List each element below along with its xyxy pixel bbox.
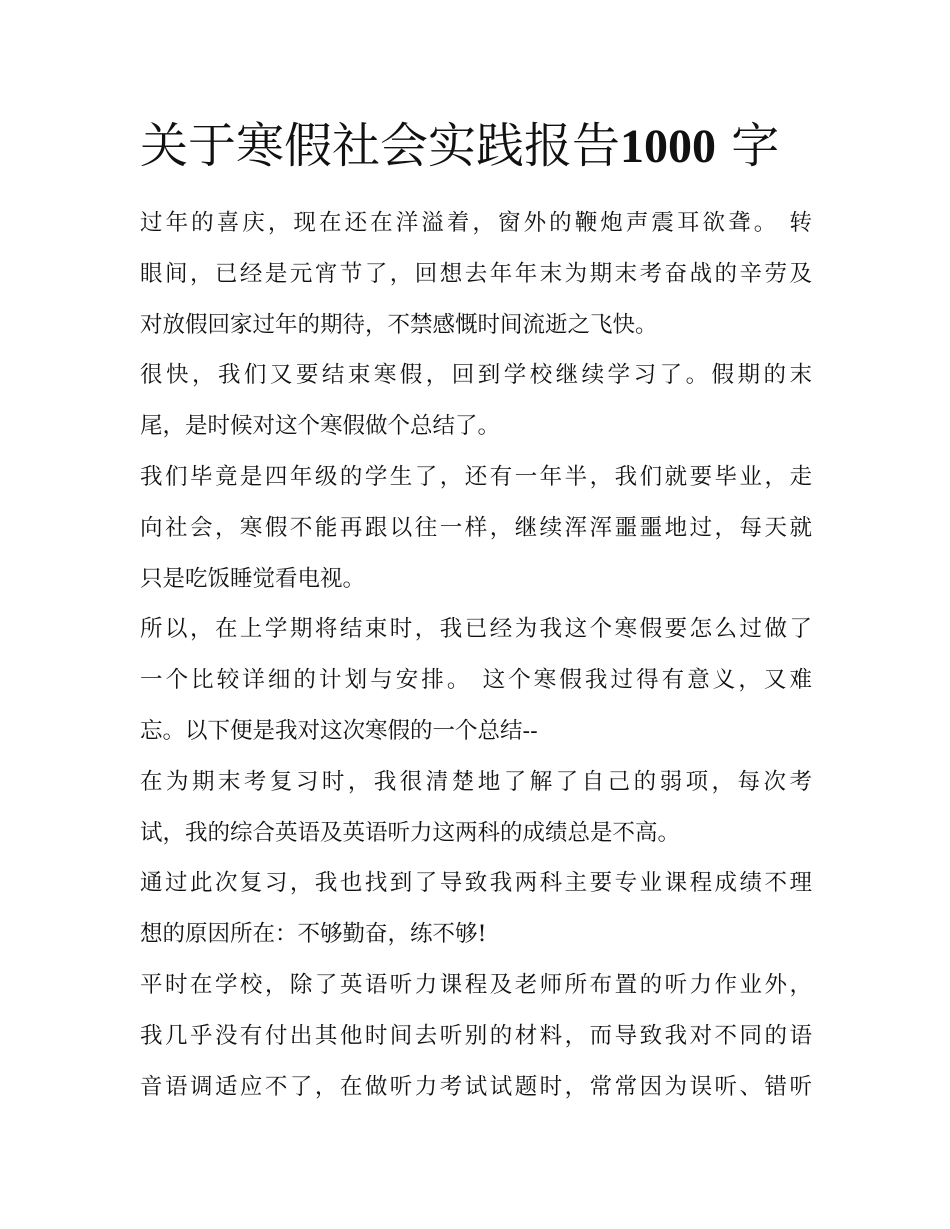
text-line-9: 所以，在上学期将结束时，我已经为我这个寒假要怎么过做了 <box>140 616 812 643</box>
text-line-12: 在为期末考复习时，我很清楚地了解了自己的弱项，每次考 <box>140 768 812 795</box>
text-line-3: 对放假回家过年的期待，不禁感慨时间流逝之飞快。 <box>140 311 658 338</box>
text-line-16: 平时在学校，除了英语听力课程及老师所布置的听力作业外， <box>140 971 812 998</box>
text-line-13: 试，我的综合英语及英语听力这两科的成绩总是不高。 <box>140 819 681 846</box>
text-line-11: 忘。以下便是我对这次寒假的一个总结-- <box>140 717 538 744</box>
text-line-14: 通过此次复习，我也找到了导致我两科主要专业课程成绩不理 <box>140 870 812 897</box>
text-line-1: 过年的喜庆，现在还在洋溢着，窗外的鞭炮声震耳欲聋。 转 <box>140 210 812 236</box>
page-title <box>140 110 820 183</box>
document-body <box>140 198 812 1112</box>
text-line-18: 音语调适应不了，在做听力考试试题时，常常因为误听、错听 <box>140 1073 812 1100</box>
text-line-5: 尾，是时候对这个寒假做个总结了。 <box>140 413 501 440</box>
text-line-4: 很快，我们又要结束寒假，回到学校继续学习了。假期的末 <box>140 362 812 389</box>
title-main: 关于寒假社会实践报告 <box>140 118 621 174</box>
text-line-2: 眼间，已经是元宵节了，回想去年年末为期末考奋战的辛劳及 <box>140 260 812 287</box>
text-line-8: 只是吃饭睡觉看电视。 <box>140 565 366 592</box>
title-suffix: 字 <box>731 118 780 174</box>
text-line-6: 我们毕竟是四年级的学生了，还有一年半，我们就要毕业，走 <box>140 463 812 490</box>
text-line-17: 我几乎没有付出其他时间去听别的材料，而导致我对不同的语 <box>140 1022 812 1049</box>
title-number: 1000 <box>620 120 717 173</box>
text-line-7: 向社会，寒假不能再跟以往一样，继续浑浑噩噩地过，每天就 <box>140 514 812 541</box>
text-line-10: 一个比较详细的计划与安排。 这个寒假我过得有意义，又难 <box>140 667 812 694</box>
text-line-15: 想的原因所在：不够勤奋，练不够! <box>140 921 487 948</box>
